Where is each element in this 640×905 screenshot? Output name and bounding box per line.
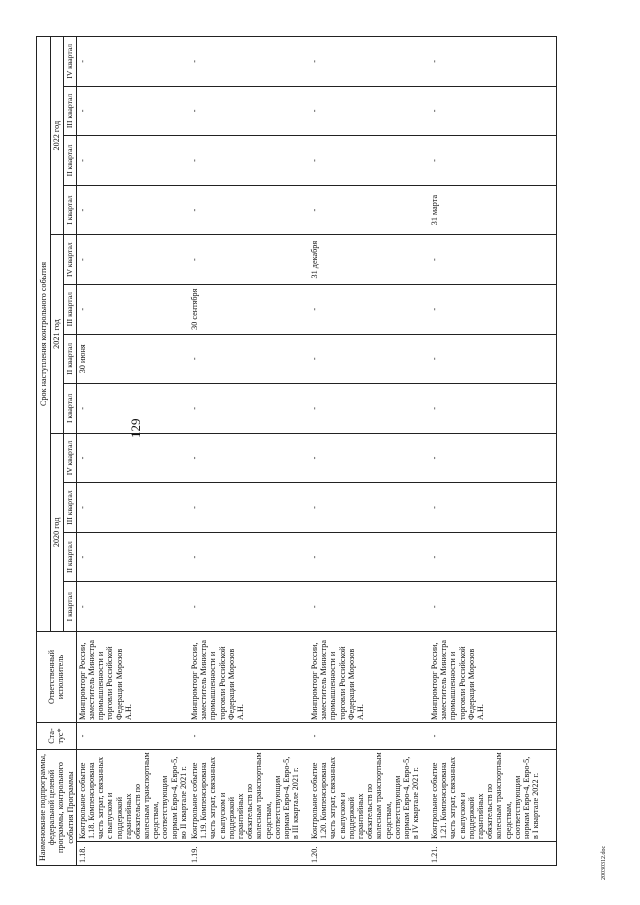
deadline-cell: - xyxy=(429,483,557,533)
deadline-cell: - xyxy=(76,136,189,186)
header-year-2022: 2022 год xyxy=(50,37,64,235)
header-name: Наименование подпрограммы, федеральной целевой программы, контрольного события Программы xyxy=(37,749,77,865)
table-row xyxy=(309,37,429,866)
header-quarter: IV квартал xyxy=(64,433,77,483)
header-deadline: Срок наступления контрольного события xyxy=(37,37,51,632)
header-status: Ста-тус* xyxy=(37,722,77,749)
deadline-cell: - xyxy=(429,582,557,632)
deadline-cell: - xyxy=(76,86,189,136)
deadline-cell: - xyxy=(309,37,429,87)
table-row xyxy=(76,37,189,866)
deadline-cell: - xyxy=(309,483,429,533)
deadline-cell: - xyxy=(309,433,429,483)
deadline-cell: - xyxy=(76,433,189,483)
deadline-cell: - xyxy=(429,532,557,582)
deadline-cell: - xyxy=(189,86,309,136)
row-status: - xyxy=(309,722,429,749)
row-number: 1.19. xyxy=(189,842,309,866)
deadline-cell: - xyxy=(429,37,557,87)
row-status: - xyxy=(76,722,189,749)
deadline-cell: 30 сентября xyxy=(189,284,309,334)
row-status: - xyxy=(189,722,309,749)
row-name: Контрольное событие 1.20. Компенсирована часть затрат, связанных с выпуском и поддержкой гарантийных обязательств по колесным транспортным средствам, соответствующим нормам Евро-4, Евро-5, в IV квартале 2021 г. xyxy=(309,749,429,841)
deadline-cell: 30 июня xyxy=(76,334,189,384)
deadline-cell: - xyxy=(189,483,309,533)
row-responsible: Минпромторг России, заместитель Министра промышленности и торговли Российской Федерации Морозов А.Н. xyxy=(189,631,309,722)
deadline-cell: - xyxy=(189,433,309,483)
row-status: - xyxy=(429,722,557,749)
deadline-cell: - xyxy=(429,384,557,434)
deadline-cell: - xyxy=(309,334,429,384)
deadline-cell: - xyxy=(429,235,557,285)
deadline-cell: - xyxy=(309,582,429,632)
deadline-cell: - xyxy=(189,185,309,235)
row-number: 1.21. xyxy=(429,842,557,866)
row-name: Контрольное событие 1.19. Компенсирована часть затрат, связанных с выпуском и поддержкой гарантийных обязательств по колесным транспортным средствам, соответствующим нормам Евро-4, Евро-5, в III квартале 2021 г. xyxy=(189,749,309,841)
header-responsible: Ответственный исполнитель xyxy=(37,631,77,722)
deadline-cell: - xyxy=(429,284,557,334)
deadline-cell: - xyxy=(309,532,429,582)
row-number: 1.18. xyxy=(76,842,189,866)
header-year-2021: 2021 год xyxy=(50,235,64,433)
rotated-table-wrapper xyxy=(36,36,613,866)
row-responsible: Минпромторг России, заместитель Министра промышленности и торговли Российской Федерации Морозов А.Н. xyxy=(76,631,189,722)
page-number: 129 xyxy=(128,418,143,438)
table-row xyxy=(429,37,557,866)
row-name: Контрольное событие 1.18. Компенсирована часть затрат, связанных с выпуском и поддержкой гарантийных обязательств по колесным транспортным средствам, соответствующим нормам Евро-4, Евро-5, во II квартале 2021 г. xyxy=(76,749,189,841)
header-quarter: III квартал xyxy=(64,284,77,334)
row-number: 1.20. xyxy=(309,842,429,866)
header-quarter: III квартал xyxy=(64,483,77,533)
header-quarter: I квартал xyxy=(64,384,77,434)
deadline-cell: - xyxy=(76,185,189,235)
header-quarter: II квартал xyxy=(64,136,77,186)
header-year-2020: 2020 год xyxy=(50,433,64,631)
deadline-cell: - xyxy=(76,284,189,334)
deadline-cell: - xyxy=(309,86,429,136)
deadline-cell: - xyxy=(189,532,309,582)
header-quarter: II квартал xyxy=(64,532,77,582)
deadline-cell: - xyxy=(76,235,189,285)
deadline-cell: - xyxy=(76,532,189,582)
row-name: Контрольное событие 1.21. Компенсирована часть затрат, связанных с выпуском и поддержкой гарантийных обязательств по колесным транспортным средствам, соответствующим нормам Евро-4, Евро-5, в I квартале 2022 г. xyxy=(429,749,557,841)
deadline-cell: - xyxy=(309,384,429,434)
deadline-cell: - xyxy=(429,433,557,483)
row-responsible: Минпромторг России, заместитель Министра промышленности и торговли Российской Федерации Морозов А.Н. xyxy=(309,631,429,722)
deadline-cell: - xyxy=(189,235,309,285)
deadline-cell: - xyxy=(189,37,309,87)
deadline-cell: - xyxy=(189,334,309,384)
deadline-cell: - xyxy=(189,136,309,186)
header-quarter: I квартал xyxy=(64,185,77,235)
header-quarter: III квартал xyxy=(64,86,77,136)
deadline-cell: - xyxy=(309,284,429,334)
deadline-cell: - xyxy=(76,483,189,533)
deadline-cell: - xyxy=(309,185,429,235)
deadline-cell: - xyxy=(429,136,557,186)
header-quarter: II квартал xyxy=(64,334,77,384)
deadline-cell: - xyxy=(429,334,557,384)
row-responsible: Минпромторг России, заместитель Министра промышленности и торговли Российской Федерации Морозов А.Н. xyxy=(429,631,557,722)
deadline-cell: - xyxy=(189,582,309,632)
deadline-cell: - xyxy=(309,136,429,186)
deadline-cell: 31 декабря xyxy=(309,235,429,285)
deadline-cell: - xyxy=(76,384,189,434)
deadline-cell: - xyxy=(189,384,309,434)
header-quarter: I квартал xyxy=(64,582,77,632)
document-code: 20030312.doc xyxy=(601,845,607,880)
header-quarter: IV квартал xyxy=(64,235,77,285)
table-row xyxy=(189,37,309,866)
control-events-table xyxy=(36,36,557,866)
header-quarter: IV квартал xyxy=(64,37,77,87)
deadline-cell: - xyxy=(429,86,557,136)
deadline-cell: 31 марта xyxy=(429,185,557,235)
deadline-cell: - xyxy=(76,582,189,632)
deadline-cell: - xyxy=(76,37,189,87)
